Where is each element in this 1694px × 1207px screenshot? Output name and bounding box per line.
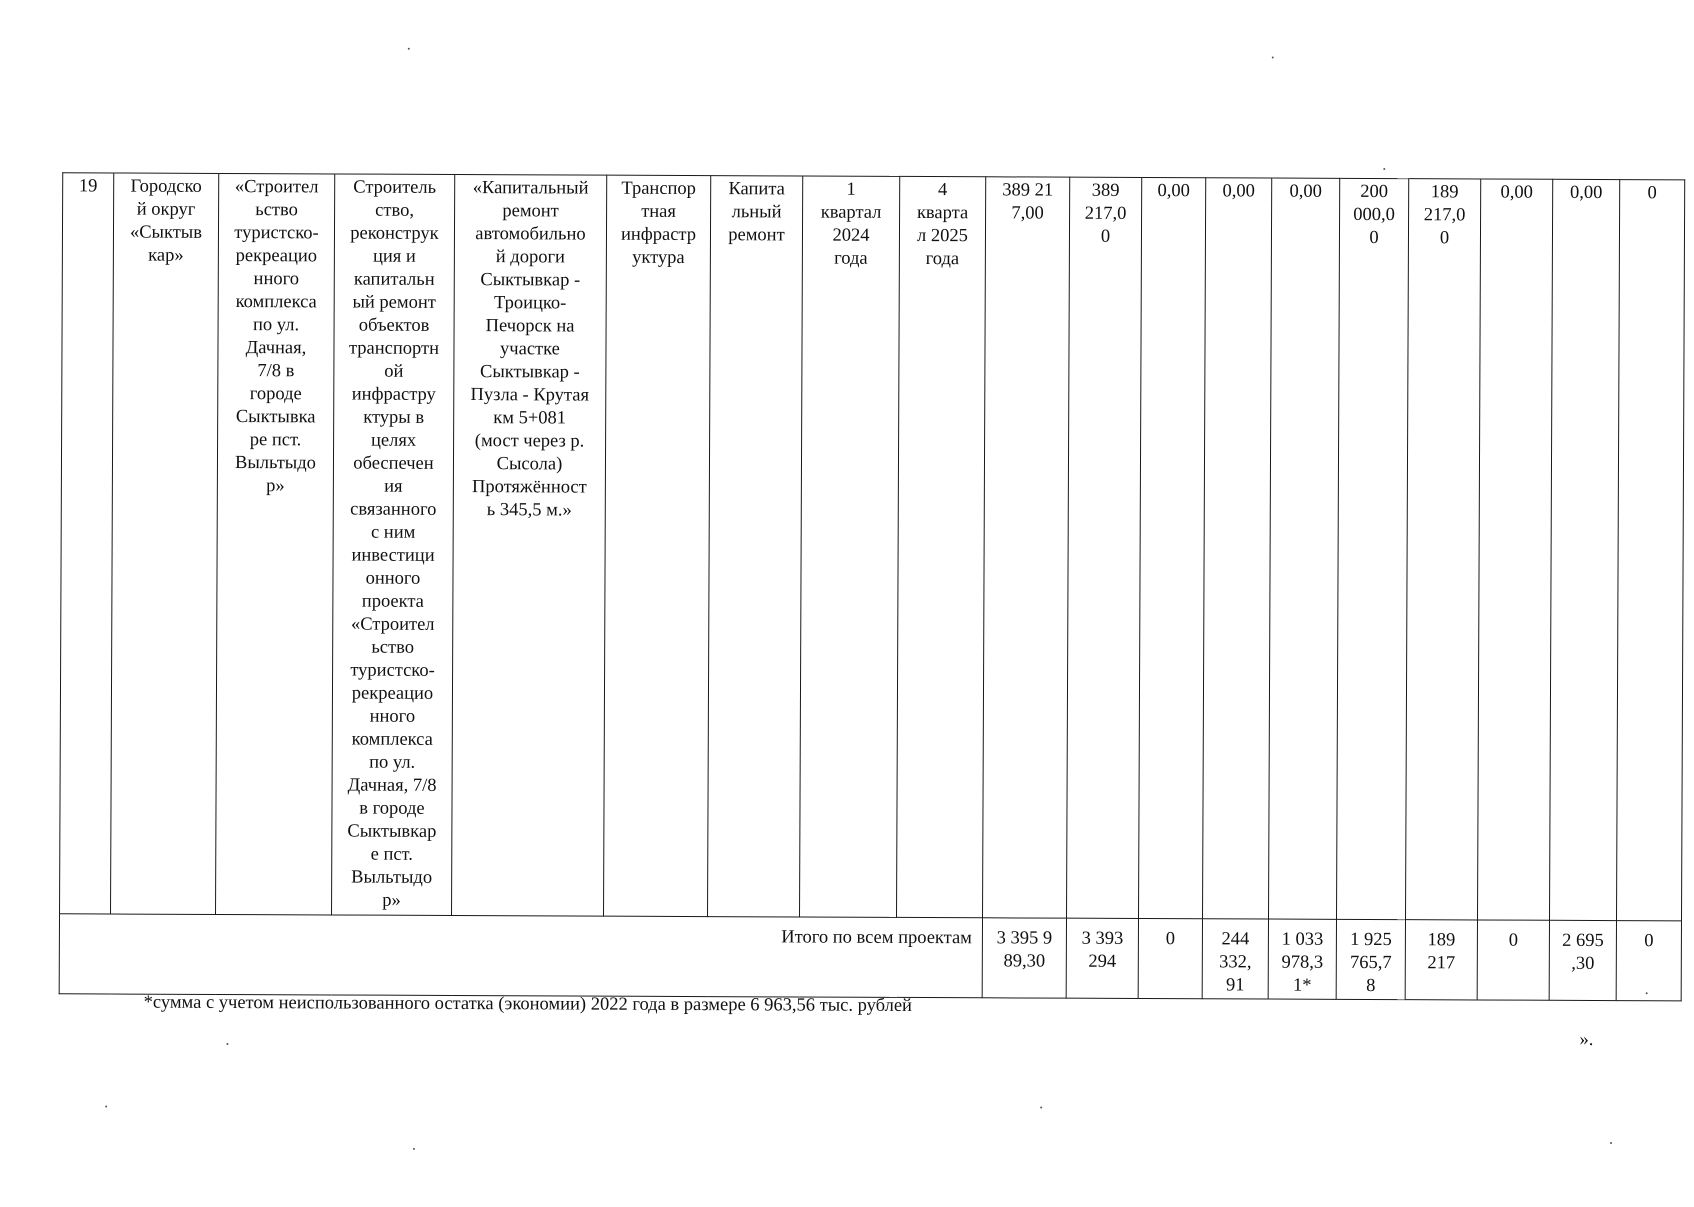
value-cell: 200 000,0 0: [1337, 178, 1409, 919]
value-cell: 0,00: [1203, 178, 1272, 919]
table-row: [60, 173, 1685, 921]
totals-value-cell: 1 033 978,3 1*: [1268, 919, 1336, 999]
end-date-cell: 4 кварта л 2025 года: [897, 176, 986, 917]
value-cell: 0,00: [1478, 179, 1553, 920]
totals-row: [59, 914, 1681, 1001]
totals-value-cell: 189 217: [1405, 920, 1477, 1000]
value-cell: 389 217,0 0: [1067, 177, 1142, 918]
scan-speck: [413, 1148, 415, 1150]
totals-total-cell: 3 395 9 89,30: [982, 918, 1066, 998]
row-number-cell: 19: [60, 173, 114, 914]
projects-table: [59, 172, 1686, 1001]
totals-value-cell: 2 695 ,30: [1549, 920, 1616, 1000]
value-cell: 189 217,0 0: [1406, 179, 1481, 920]
scan-speck: [226, 1043, 228, 1045]
totals-value-cell: 3 393 294: [1066, 918, 1138, 998]
totals-value-cell: 0: [1477, 920, 1549, 1000]
object-name-cell: «Капитальный ремонт автомобильно й дороги Сыктывкар - Троицко- Печорск на участке Сыктывкар - Пузла - Крутая км 5+081 (мост через р. Сысола) Протяжённост ь 345,5 м.»: [452, 174, 607, 916]
municipality-cell: Городско й округ «Сыктыв кар»: [111, 173, 219, 914]
purpose-cell: Строитель ство, реконструк ция и капитальн ый ремонт объектов транспортн ой инфрастру ктуры в целях обеспечен ия связанного с ним инвестици онного проекта «Строител ьство туристско- рекреацио нного комплекса по ул. Дачная, 7/8 в городе Сыктывкар е пст. Выльтыдо р»: [332, 174, 455, 916]
work-type-cell: Капита льный ремонт: [708, 176, 803, 917]
scan-speck: [1040, 1107, 1042, 1109]
value-cell: 0,00: [1269, 178, 1340, 919]
totals-value-cell: 1 925 765,7 8: [1336, 919, 1405, 999]
closing-quote-mark: ».: [1579, 1029, 1594, 1050]
scan-speck: [105, 1105, 107, 1107]
start-date-cell: 1 квартал 2024 года: [800, 176, 900, 917]
value-cell: 0,00: [1139, 177, 1206, 918]
footnote-text: *сумма с учетом неиспользованного остатка (экономии) 2022 года в размере 6 963,56 тыс. рублей: [143, 992, 913, 1016]
scan-speck: [408, 48, 410, 50]
total-cost-cell: 389 21 7,00: [983, 177, 1070, 918]
totals-value-cell: 0: [1616, 921, 1681, 1001]
totals-value-cell: 244 332, 91: [1202, 919, 1268, 999]
value-cell: 0,00: [1549, 179, 1619, 920]
investment-project-cell: «Строител ьство туристско- рекреацио нного комплекса по ул. Дачная, 7/8 в городе Сыктывка ре пст. Выльтыдо р»: [216, 173, 335, 914]
scan-speck: [1610, 1142, 1612, 1144]
infrastructure-type-cell: Транспор тная инфрастр уктура: [604, 175, 711, 916]
scan-speck: [1383, 168, 1385, 170]
scan-speck: [1272, 57, 1274, 59]
totals-value-cell: 0: [1138, 918, 1202, 998]
scan-speck: [1646, 992, 1648, 994]
totals-label-cell: Итого по всем проектам: [59, 914, 982, 998]
value-cell: 0: [1616, 180, 1684, 921]
